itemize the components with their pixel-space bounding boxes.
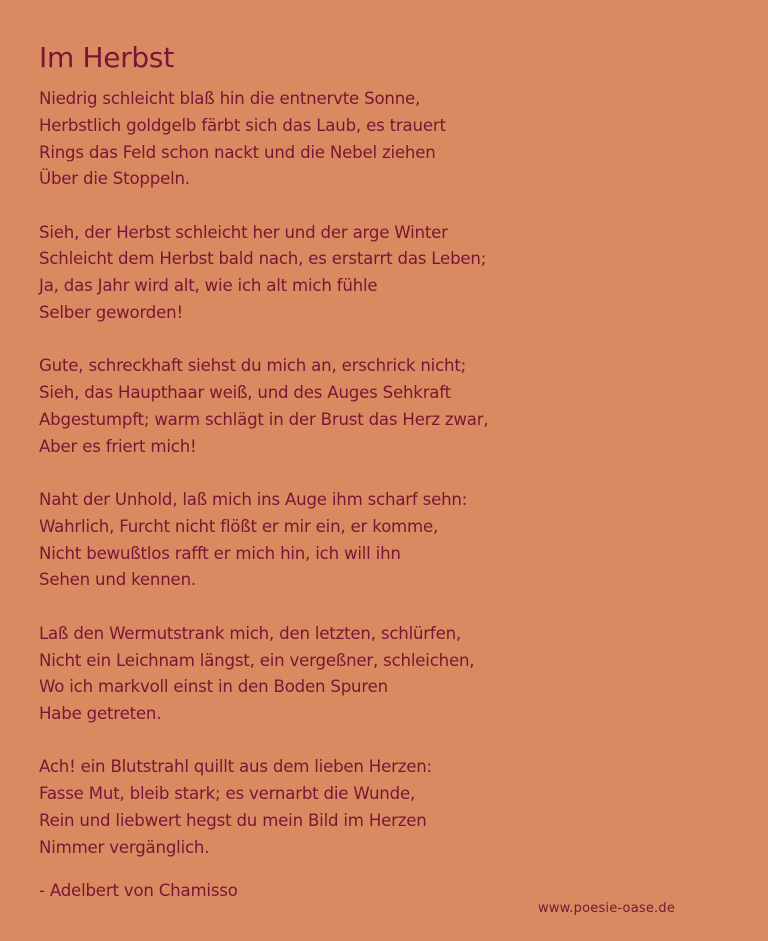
poem-line: Schleicht dem Herbst bald nach, es erstarrt das Leben;: [39, 249, 487, 269]
poem-line: Ja, das Jahr wird alt, wie ich alt mich fühle: [39, 276, 378, 296]
poem-author: - Adelbert von Chamisso: [39, 881, 238, 900]
poem-line: Fasse Mut, bleib stark; es vernarbt die Wunde,: [39, 784, 416, 804]
poem-line: Rings das Feld schon nackt und die Nebel ziehen: [39, 142, 436, 162]
stanza-6: [39, 754, 739, 861]
poem-line: Aber es friert mich!: [39, 436, 197, 456]
stanza-5: [39, 621, 739, 728]
poem-line: Nicht ein Leichnam längst, ein vergeßner, schleichen,: [39, 650, 475, 670]
poem-line: Wahrlich, Furcht nicht flößt er mir ein, er komme,: [39, 516, 439, 536]
poem-line: Wo ich markvoll einst in den Boden Spuren: [39, 677, 388, 697]
poem-line: Sehen und kennen.: [39, 570, 196, 590]
poem-line: Nicht bewußtlos rafft er mich hin, ich will ihn: [39, 543, 401, 563]
poem-body: [39, 86, 739, 862]
poem-line: Über die Stoppeln.: [39, 169, 190, 189]
poem-line: Selber geworden!: [39, 303, 183, 323]
poem-line: Sieh, das Haupthaar weiß, und des Auges Sehkraft: [39, 383, 451, 403]
stanza-1: [39, 86, 739, 193]
website-credit: www.poesie-oase.de: [538, 901, 676, 916]
poem-line: Ach! ein Blutstrahl quillt aus dem lieben Herzen:: [39, 757, 432, 777]
poem-line: Gute, schreckhaft siehst du mich an, erschrick nicht;: [39, 356, 467, 376]
poem-line: Rein und liebwert hegst du mein Bild im Herzen: [39, 811, 427, 831]
poem-line: Herbstlich goldgelb färbt sich das Laub, es trauert: [39, 115, 446, 135]
poem-line: Nimmer vergänglich.: [39, 837, 210, 857]
poem-line: Sieh, der Herbst schleicht her und der arge Winter: [39, 222, 448, 242]
stanza-2: [39, 220, 739, 327]
poem-line: Abgestumpft; warm schlägt in der Brust das Herz zwar,: [39, 409, 489, 429]
stanza-4: [39, 487, 739, 594]
poem-container: [39, 40, 739, 888]
stanza-3: [39, 353, 739, 460]
poem-line: Habe getreten.: [39, 704, 162, 724]
poem-line: Niedrig schleicht blaß hin die entnervte Sonne,: [39, 89, 421, 108]
poem-line: Naht der Unhold, laß mich ins Auge ihm scharf sehn:: [39, 490, 468, 510]
poem-title: Im Herbst: [39, 41, 174, 74]
poem-line: Laß den Wermutstrank mich, den letzten, schlürfen,: [39, 623, 461, 643]
